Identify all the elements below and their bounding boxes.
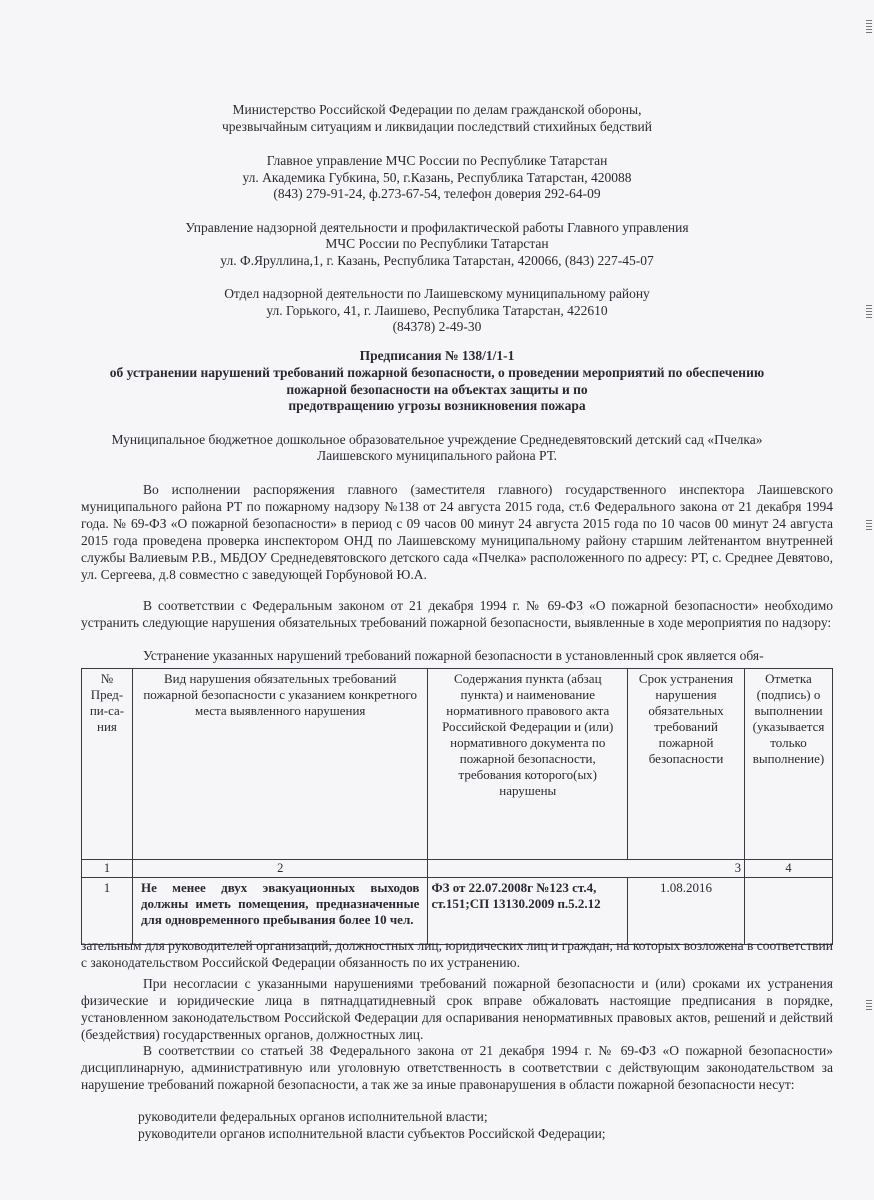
gu-phones: (843) 279-91-24, ф.273-67-54, телефон доверия 292-64-09: [273, 186, 601, 201]
otdel-address: ул. Горького, 41, г. Лаишево, Республика Татарстан, 422610: [266, 303, 608, 318]
inspection-text: Во исполнении распоряжения главного (заместителя главного) государственного инспектора Лаишевского муниципального района РТ по пожарному надзору №138 от 24 августа 2015 года, ст.6 Федерального закона от 21 декабря 1994 года. № 69-ФЗ «О пожарной безопасности» в период с 09 часов 00 минут 24 августа 2015 года по 10 часов 00 минут 24 августа 2015 года проведена проверка инспектором ОНД по Лаишевскому муниципальному району старшим лейтенантом внутренней службы Валиевым Р.В., МБДОУ Среднедевятовского детского сада «Пчелка» расположенного по адресу: РТ, с. Среднее Девятово, ул. Сергеева, д.8 совместно с заведующей Горбуновой Ю.А.: [81, 482, 833, 582]
ministry-line-2: чрезвычайным ситуациям и ликвидации последствий стихийных бедствий: [221, 119, 653, 134]
organization-line-2: Лаишевского муниципального района РТ.: [317, 448, 557, 463]
otdel-phone: (84378) 2-49-30: [392, 319, 482, 334]
upr-line-1: Управление надзорной деятельности и профилактической работы Главного управления: [185, 220, 689, 235]
obligation-text-end: зательным для руководителей организаций, должностных лиц, юридических лиц и граждан, на которых возложена в соответствии с законодательством Российской Федерации обязанность по их устранению.: [81, 938, 833, 970]
obligation-paragraph-end: [81, 937, 833, 971]
appeal-text: При несогласии с указанными нарушениями требований пожарной безопасности и (или) сроками их устранения физические и юридические лица в пятнадцатидневный срок вправе обжаловать настоящие предписания в порядке, установленном законодательством Российской Федерации для оспаривания ненормативных правовых актов, решений и действий (бездействия) государственных органов, должностных лиц.: [81, 976, 833, 1042]
responsibility-text: В соответствии со статьей 38 Федерального закона от 21 декабря 1994 г. № 69-ФЗ «О пожарной безопасности» дисциплинарную, административную или уголовную ответственность в соответствии с действующим законодательством за нарушение требований пожарной безопасности, а так же за иные правонарушения в области пожарной безопасности несут:: [81, 1043, 833, 1092]
scan-edge-mark: [866, 520, 872, 532]
header-mark: Отметка (подпись) о выполнении (указывается только выполнение): [744, 669, 832, 860]
table-row: [82, 878, 833, 945]
ministry-line-1: Министерство Российской Федерации по делам гражданской обороны,: [232, 102, 642, 117]
requirement-paragraph: [81, 597, 833, 631]
obligation-text-start: Устранение указанных нарушений требований пожарной безопасности в установленный срок является обя-: [143, 648, 764, 663]
col-number-2: 2: [132, 860, 427, 878]
row-norm: ФЗ от 22.07.2008г №123 ст.4, ст.151;СП 13130.2009 п.5.2.12: [428, 878, 628, 945]
row-number: 1: [82, 878, 133, 945]
gu-address: ул. Академика Губкина, 50, г.Казань, Республика Татарстан, 420088: [242, 170, 632, 185]
obligation-paragraph-start: [81, 647, 833, 664]
header-violation: Вид нарушения обязательных требований пожарной безопасности с указанием конкретного места выявленного нарушения: [132, 669, 427, 860]
title-line-3: пожарной безопасности на объектах защиты и по: [286, 382, 588, 397]
table-header-row: [82, 669, 833, 860]
scan-edge-mark: [866, 1000, 872, 1012]
row-deadline: 1.08.2016: [628, 878, 745, 945]
upr-line-2: МЧС России по Республики Татарстан: [325, 236, 549, 251]
row-violation: Не менее двух эвакуационных выходов должны иметь помещения, предназначенные для одновременного пребывания более 10 чел.: [132, 878, 427, 945]
responsible-item-2: руководители органов исполнительной власти субъектов Российской Федерации;: [138, 1126, 606, 1141]
header-deadline: Срок устранения нарушения обязательных требований пожарной безопасности: [628, 669, 745, 860]
col-number-4: 4: [744, 860, 832, 878]
violations-table: [81, 668, 833, 945]
scan-edge-mark: [866, 20, 872, 34]
requirement-text: В соответствии с Федеральным законом от 21 декабря 1994 г. № 69-ФЗ «О пожарной безопасности» необходимо устранить следующие нарушения обязательных требований пожарной безопасности, выявленные в ходе мероприятия по надзору:: [81, 598, 833, 630]
gu-name: Главное управление МЧС России по Республике Татарстан: [266, 153, 608, 168]
title-line-2: об устранении нарушений требований пожарной безопасности, о проведении мероприятий по обеспечению: [109, 365, 765, 380]
organization-line-1: Муниципальное бюджетное дошкольное образовательное учреждение Среднедевятовский детский сад «Пчелка»: [111, 432, 763, 447]
title-line-4: предотвращению угрозы возникновения пожара: [288, 398, 586, 413]
row-mark: [744, 878, 832, 945]
inspection-paragraph: [81, 481, 833, 583]
scan-edge-mark: [866, 305, 872, 319]
responsible-item-1: руководители федеральных органов исполнительной власти;: [138, 1109, 488, 1124]
document-number: Предписания № 138/1/1-1: [359, 348, 515, 363]
appeal-paragraph: [81, 975, 833, 1043]
otdel-name: Отдел надзорной деятельности по Лаишевскому муниципальному району: [224, 286, 650, 301]
table-column-numbers-row: [82, 860, 833, 878]
col-number-3: 3: [428, 860, 745, 878]
upr-address: ул. Ф.Яруллина,1, г. Казань, Республика Татарстан, 420066, (843) 227-45-07: [220, 253, 654, 268]
header-number: № Пред-пи-са-ния: [82, 669, 133, 860]
responsibility-paragraph: [81, 1042, 833, 1093]
header-norm: Содержания пункта (абзац пункта) и наименование нормативного правового акта Российской Федерации и (или) нормативного документа по пожарной безопасности, требования которого(ых) нарушены: [428, 669, 628, 860]
col-number-1: 1: [82, 860, 133, 878]
